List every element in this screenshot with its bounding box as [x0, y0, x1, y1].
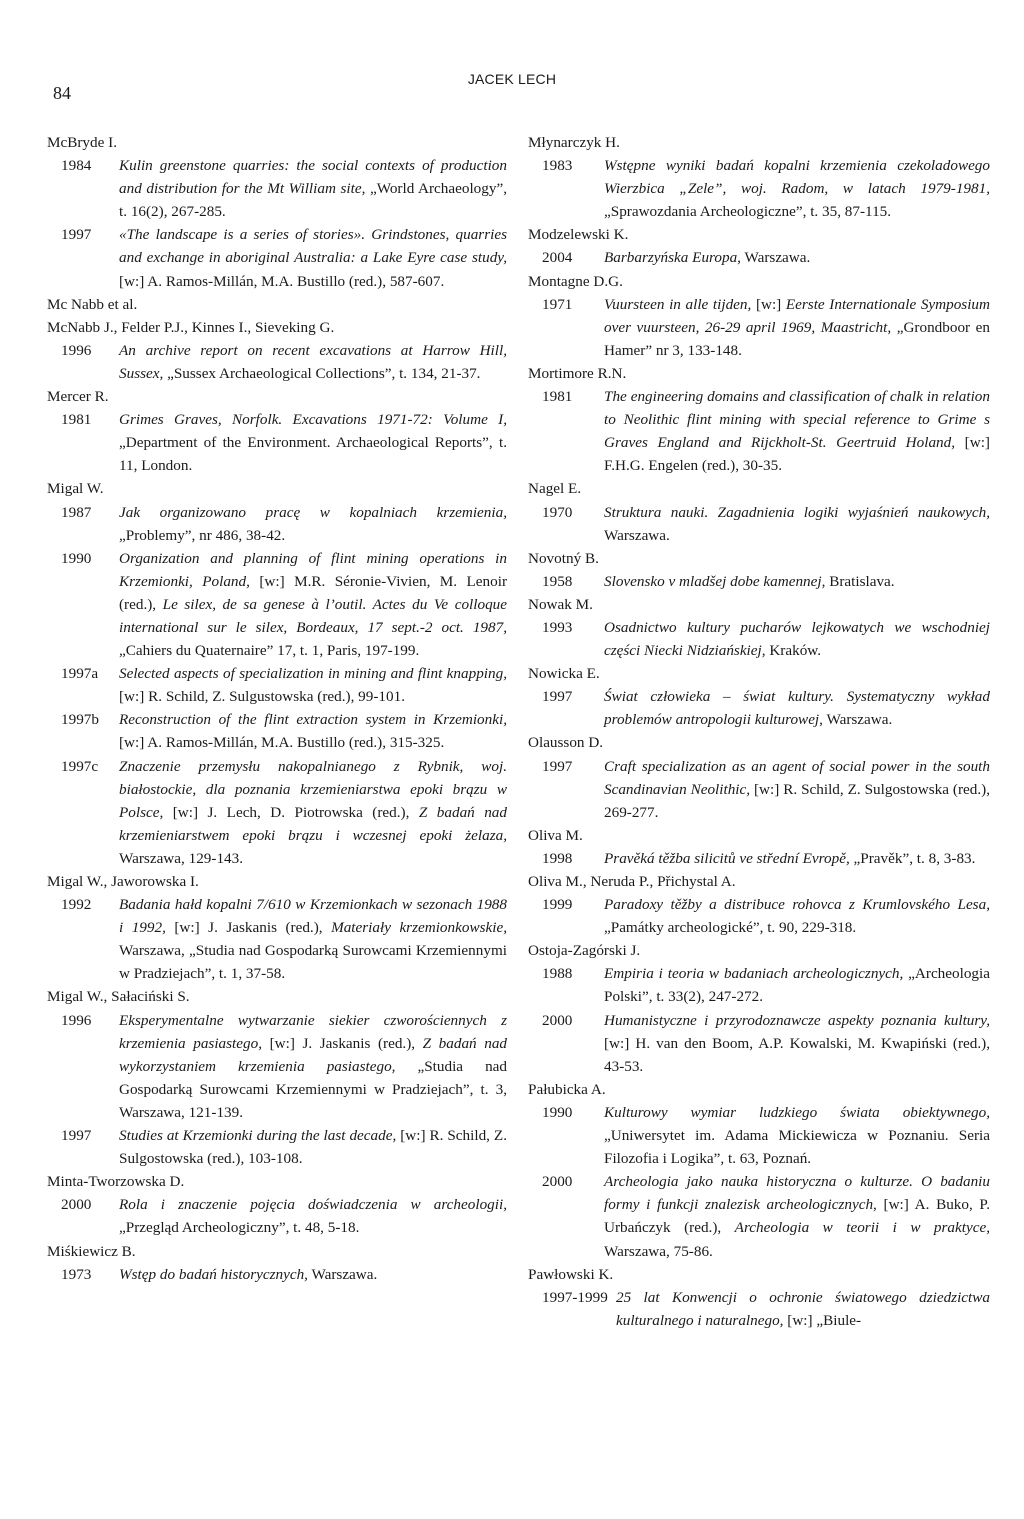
reference-title: Barbarzyńska Europa,	[604, 249, 741, 267]
reference-title: Rola i znaczenie pojęcia doświadczenia w archeologii,	[119, 1196, 507, 1214]
reference-title: Slovensko v mladšej dobe kamennej,	[604, 572, 826, 590]
reference-author: Młynarczyk H.	[528, 134, 620, 151]
reference-year: 1997b	[61, 711, 99, 729]
page-number: 84	[53, 83, 71, 103]
reference-year: 1981	[61, 411, 92, 429]
reference-details: Warszawa.	[740, 249, 811, 267]
bibliography-left-column	[47, 131, 507, 1286]
reference-year: 1990	[61, 549, 92, 567]
reference-year: 1983	[542, 157, 573, 175]
reference-author: Ostoja-Zagórski J.	[528, 942, 641, 960]
reference-details: „World Archaeology”, t. 16(2), 267-285.	[119, 180, 507, 221]
reference-entry	[47, 893, 507, 985]
reference-text	[119, 662, 507, 708]
reference-entry	[47, 339, 507, 385]
reference-title: Badania hałd kopalni 7/610 w Krzemionkach w sezonach 1988 i 1992,	[119, 896, 507, 937]
reference-details: [w:] „Biule-	[783, 1311, 862, 1329]
reference-title: Selected aspects of specialization in mining and flint knapping,	[119, 665, 507, 683]
reference-details: [w:] A. Buko, P. Urbańczyk (red.),	[604, 1196, 990, 1237]
reference-title: Empiria i teoria w badaniach archeologicznych,	[604, 965, 904, 983]
reference-title: Kulturowy wymiar ludzkiego świata obiektywnego,	[604, 1103, 990, 1121]
reference-details: [w:] J. Jaskanis (red.),	[165, 919, 332, 937]
reference-entry	[528, 1101, 990, 1170]
reference-text	[604, 755, 990, 824]
reference-entry	[47, 223, 507, 292]
reference-title: Organization and planning of flint mining operations in Krzemionki, Poland,	[119, 549, 507, 590]
bibliography-right-column	[528, 131, 990, 1332]
reference-title: Eerste Internationale Symposium over vuursteen, 26-29 april 1969, Maastricht,	[604, 295, 990, 336]
reference-year: 1990	[542, 1103, 573, 1121]
reference-details: Warszawa.	[822, 711, 893, 729]
reference-entry	[528, 246, 990, 269]
reference-entry	[528, 616, 990, 662]
reference-text	[604, 570, 990, 593]
reference-details: „Sussex Archaeological Collections”, t. 134, 21-37.	[163, 364, 481, 382]
reference-text	[119, 755, 507, 870]
reference-text	[119, 223, 507, 292]
reference-text	[604, 685, 990, 731]
reference-author: McBryde I.	[47, 134, 118, 151]
reference-year: 2000	[542, 1011, 573, 1029]
reference-title: Paradoxy těžby a distribuce rohovca z Krumlovského Lesa,	[604, 896, 990, 914]
reference-text	[119, 1263, 507, 1286]
reference-author: Miśkiewicz B.	[47, 1242, 136, 1260]
reference-year: 1996	[61, 1011, 92, 1029]
reference-details: [w:] F.H.G. Engelen (red.), 30-35.	[604, 434, 990, 475]
reference-title: Wstępne wyniki badań kopalni krzemienia czekoladowego Wierzbica „Zele”, woj. Radom, w latach 1979-1981,	[604, 157, 990, 198]
reference-year: 1993	[542, 618, 573, 636]
reference-text	[604, 962, 990, 1008]
reference-year: 1997c	[61, 757, 99, 775]
reference-year: 2000	[61, 1196, 92, 1214]
reference-author: Mortimore R.N.	[528, 364, 627, 382]
reference-text	[604, 1101, 990, 1170]
reference-year: 2004	[542, 249, 573, 267]
reference-entry	[47, 755, 507, 870]
reference-author	[47, 293, 507, 316]
reference-text	[604, 501, 990, 547]
reference-text	[119, 1124, 507, 1170]
reference-text	[119, 1009, 507, 1124]
reference-details: [w:] R. Schild, Z. Sulgostowska (red.), 269-277.	[604, 780, 990, 821]
reference-title: Eksperymentalne wytwarzanie siekier czworościennych z krzemienia pasiastego,	[119, 1011, 507, 1052]
reference-details: [w:]	[751, 295, 786, 313]
reference-entry	[528, 1009, 990, 1078]
reference-title: Jak organizowano pracę w kopalniach krzemienia,	[119, 503, 507, 521]
reference-details: [w:] A. Ramos-Millán, M.A. Bustillo (red.), 315-325.	[119, 734, 445, 752]
reference-year: 1997	[61, 1127, 92, 1145]
reference-entry	[47, 501, 507, 547]
reference-details: [w:] M.R. Séronie-Vivien, M. Lenoir (red.),	[119, 572, 508, 613]
reference-title: Humanistyczne i przyrodoznawcze aspekty poznania kultury,	[604, 1011, 990, 1029]
reference-text	[604, 616, 990, 662]
reference-text	[119, 547, 507, 662]
reference-details: Bratislava.	[825, 572, 895, 590]
reference-title: Kulin greenstone quarries: the social contexts of production and distribution for the Mt William site,	[119, 157, 507, 198]
author-name: Mc Nabb	[47, 295, 108, 313]
reference-title: Grimes Graves, Norfolk. Excavations 1971-72: Volume I,	[119, 411, 507, 429]
reference-year: 1998	[542, 849, 573, 867]
reference-details: „Studia nad Gospodarką Surowcami Krzemiennymi w Pradziejach”, t. 3, Warszawa, 121-139.	[119, 1057, 507, 1121]
reference-author: Mercer R.	[47, 388, 109, 406]
reference-text	[119, 339, 507, 385]
reference-entry	[47, 708, 507, 754]
reference-text	[119, 154, 507, 223]
reference-author: Oliva M.	[528, 826, 583, 844]
reference-entry	[528, 501, 990, 547]
reference-title: Z badań nad wykorzystaniem krzemienia pasiastego,	[119, 1034, 508, 1075]
reference-entry	[47, 408, 507, 477]
reference-year: 1984	[61, 157, 92, 175]
reference-entry	[528, 685, 990, 731]
reference-entry	[528, 570, 990, 593]
reference-text	[616, 1286, 990, 1332]
reference-details: Warszawa.	[307, 1265, 378, 1283]
reference-entry	[528, 385, 990, 477]
reference-details: „Department of the Environment. Archaeological Reports”, t. 11, London.	[119, 434, 507, 475]
reference-year: 1987	[61, 503, 92, 521]
reference-author: McNabb J., Felder P.J., Kinnes I., Sieveking G.	[47, 318, 335, 336]
reference-details: [w:] A. Ramos-Millán, M.A. Bustillo (red.), 587-607.	[119, 272, 445, 290]
reference-title: Osadnictwo kultury pucharów lejkowatych we wschodniej części Niecki Nidziańskiej,	[604, 618, 990, 660]
reference-entry	[528, 755, 990, 824]
reference-year: 1997	[542, 688, 573, 706]
reference-year: 1973	[61, 1265, 92, 1283]
reference-author: Nowak M.	[528, 595, 593, 613]
reference-details: Warszawa, 75-86.	[604, 1242, 713, 1260]
reference-author: Olausson D.	[528, 734, 604, 752]
reference-year: 1997a	[61, 665, 99, 683]
reference-year: 2000	[542, 1173, 573, 1191]
reference-details: „Archeologia Polski”, t. 33(2), 247-272.	[604, 965, 990, 1006]
reference-details: „Uniwersytet im. Adama Mickiewicza w Poznaniu. Seria Filozofia i Logika”, t. 63, Poznań.	[604, 1127, 990, 1168]
author-qualifier: et al.	[107, 295, 138, 313]
reference-details: [w:] J. Lech, D. Piotrowska (red.),	[163, 803, 419, 821]
reference-author: Pałubicka A.	[528, 1080, 606, 1098]
reference-title: An archive report on recent excavations at Harrow Hill, Sussex,	[119, 341, 507, 382]
reference-entry	[528, 293, 990, 362]
reference-entry	[47, 1009, 507, 1124]
reference-entry	[47, 154, 507, 223]
reference-entry	[528, 1286, 990, 1332]
reference-title: The engineering domains and classification of chalk in relation to Neolithic flint mining with special reference to Grime s Graves England and Rijckholt-St. Geertruid Holand,	[604, 388, 990, 452]
reference-title: Archeologia w teorii i w praktyce,	[734, 1219, 990, 1237]
reference-entry	[47, 547, 507, 662]
reference-entry	[528, 154, 990, 223]
reference-author: Nagel E.	[528, 480, 582, 498]
reference-text	[119, 408, 507, 477]
reference-entry	[47, 1124, 507, 1170]
reference-title: Archeologia jako nauka historyczna o kulturze. O badaniu formy i funkcji znalezisk archeologicznych,	[604, 1173, 990, 1214]
reference-entry	[47, 1193, 507, 1239]
reference-entry	[47, 662, 507, 708]
reference-details: „Pravěk”, t. 8, 3-83.	[849, 849, 976, 867]
reference-author: Pawłowski K.	[528, 1265, 614, 1283]
reference-text	[119, 501, 507, 547]
reference-text	[604, 385, 990, 477]
reference-year: 1971	[542, 295, 573, 313]
reference-year: 1988	[542, 965, 573, 983]
reference-text	[604, 1009, 990, 1078]
reference-details: [w:] H. van den Boom, A.P. Kowalski, M. Kwapiński (red.), 43-53.	[604, 1034, 990, 1075]
reference-details: „Sprawozdania Archeologiczne”, t. 35, 87-115.	[604, 203, 892, 221]
reference-entry	[528, 1170, 990, 1262]
reference-author: Oliva M., Neruda P., Přichystal A.	[528, 873, 736, 890]
reference-title: Z badań nad krzemieniarstwem epoki brązu i wczesnej epoki żelaza,	[119, 803, 507, 844]
reference-author: Migal W., Sałaciński S.	[47, 988, 190, 1006]
reference-title: Materiały krzemionkowskie,	[331, 919, 507, 937]
reference-year: 1997-1999	[542, 1288, 608, 1306]
reference-details: Warszawa, 129-143.	[119, 849, 244, 867]
reference-details: Warszawa, „Studia nad Gospodarką Surowcami Krzemiennymi w Pradziejach”, t. 1, 37-58.	[119, 942, 507, 983]
reference-title: Wstęp do badań historycznych,	[119, 1265, 308, 1283]
reference-title: Reconstruction of the flint extraction system in Krzemionki,	[119, 711, 507, 729]
reference-title: Struktura nauki. Zagadnienia logiki wyjaśnień naukowych,	[604, 503, 990, 521]
reference-entry	[528, 847, 990, 870]
reference-author: Minta-Tworzowska D.	[47, 1173, 185, 1191]
reference-year: 1981	[542, 388, 573, 406]
reference-text	[604, 293, 990, 362]
reference-author: Migal W., Jaworowska I.	[47, 873, 199, 890]
reference-details: „Problemy”, nr 486, 38-42.	[119, 526, 286, 544]
reference-author: Montagne D.G.	[528, 272, 623, 290]
reference-text	[119, 1193, 507, 1239]
reference-entry	[47, 1263, 507, 1286]
reference-text	[604, 893, 990, 939]
reference-details: Warszawa.	[604, 526, 670, 544]
reference-text	[119, 893, 507, 985]
reference-year: 1958	[542, 572, 573, 590]
reference-text	[604, 154, 990, 223]
reference-text	[604, 246, 990, 269]
reference-title: Le silex, de sa genese à l’outil. Actes du Ve colloque international sur le silex, Bordeaux, 17 sept.-2 oct. 1987,	[119, 595, 508, 636]
reference-title: Pravěká těžba silicitů ve střední Evropě,	[604, 849, 850, 867]
reference-title: «The landscape is a series of stories». Grindstones, quarries and exchange in aboriginal Australia: a Lake Eyre case study,	[119, 226, 507, 267]
reference-author: Migal W.	[47, 480, 104, 498]
reference-title: 25 lat Konwencji o ochronie światowego dziedzictwa kulturalnego i naturalnego,	[616, 1288, 990, 1329]
reference-entry	[528, 893, 990, 939]
reference-details: „Památky archeologické”, t. 90, 229-318.	[604, 919, 857, 937]
running-header: JACEK LECH	[467, 71, 557, 87]
reference-title: Świat człowieka – świat kultury. Systematyczny wykład problemów antropologii kulturowej,	[604, 688, 990, 729]
reference-year: 1997	[542, 757, 573, 775]
reference-details: [w:] R. Schild, Z. Sulgustowska (red.), 99-101.	[119, 688, 406, 706]
reference-text	[604, 847, 990, 870]
reference-year: 1996	[61, 341, 92, 359]
reference-title: Vuursteen in alle tijden,	[604, 295, 752, 313]
reference-entry	[528, 962, 990, 1008]
reference-details: „Grondboor en Hamer” nr 3, 133-148.	[604, 318, 990, 359]
reference-details: „Przegląd Archeologiczny”, t. 48, 5-18.	[119, 1219, 360, 1237]
reference-details: Kraków.	[765, 642, 822, 660]
reference-text	[119, 708, 507, 754]
reference-author: Novotný B.	[528, 549, 599, 567]
reference-details: [w:] J. Jaskanis (red.),	[262, 1034, 423, 1052]
reference-author: Nowicka E.	[528, 665, 600, 683]
reference-text	[604, 1170, 990, 1262]
reference-details: „Cahiers du Quaternaire” 17, t. 1, Paris, 197-199.	[119, 642, 420, 660]
reference-year: 1999	[542, 896, 573, 914]
reference-title: Craft specialization as an agent of social power in the south Scandinavian Neolithic,	[604, 757, 990, 798]
reference-year: 1992	[61, 896, 92, 914]
reference-author: Modzelewski K.	[528, 226, 629, 244]
reference-details: [w:] R. Schild, Z. Sulgostowska (red.), 103-108.	[119, 1127, 508, 1168]
reference-year: 1997	[61, 226, 92, 244]
reference-year: 1970	[542, 503, 573, 521]
reference-title: Znaczenie przemysłu nakopalnianego z Rybnik, woj. białostockie, dla poznania krzemieniarstwa epoki brązu w Polsce,	[119, 757, 507, 821]
reference-title: Studies at Krzemionki during the last decade,	[119, 1127, 397, 1145]
